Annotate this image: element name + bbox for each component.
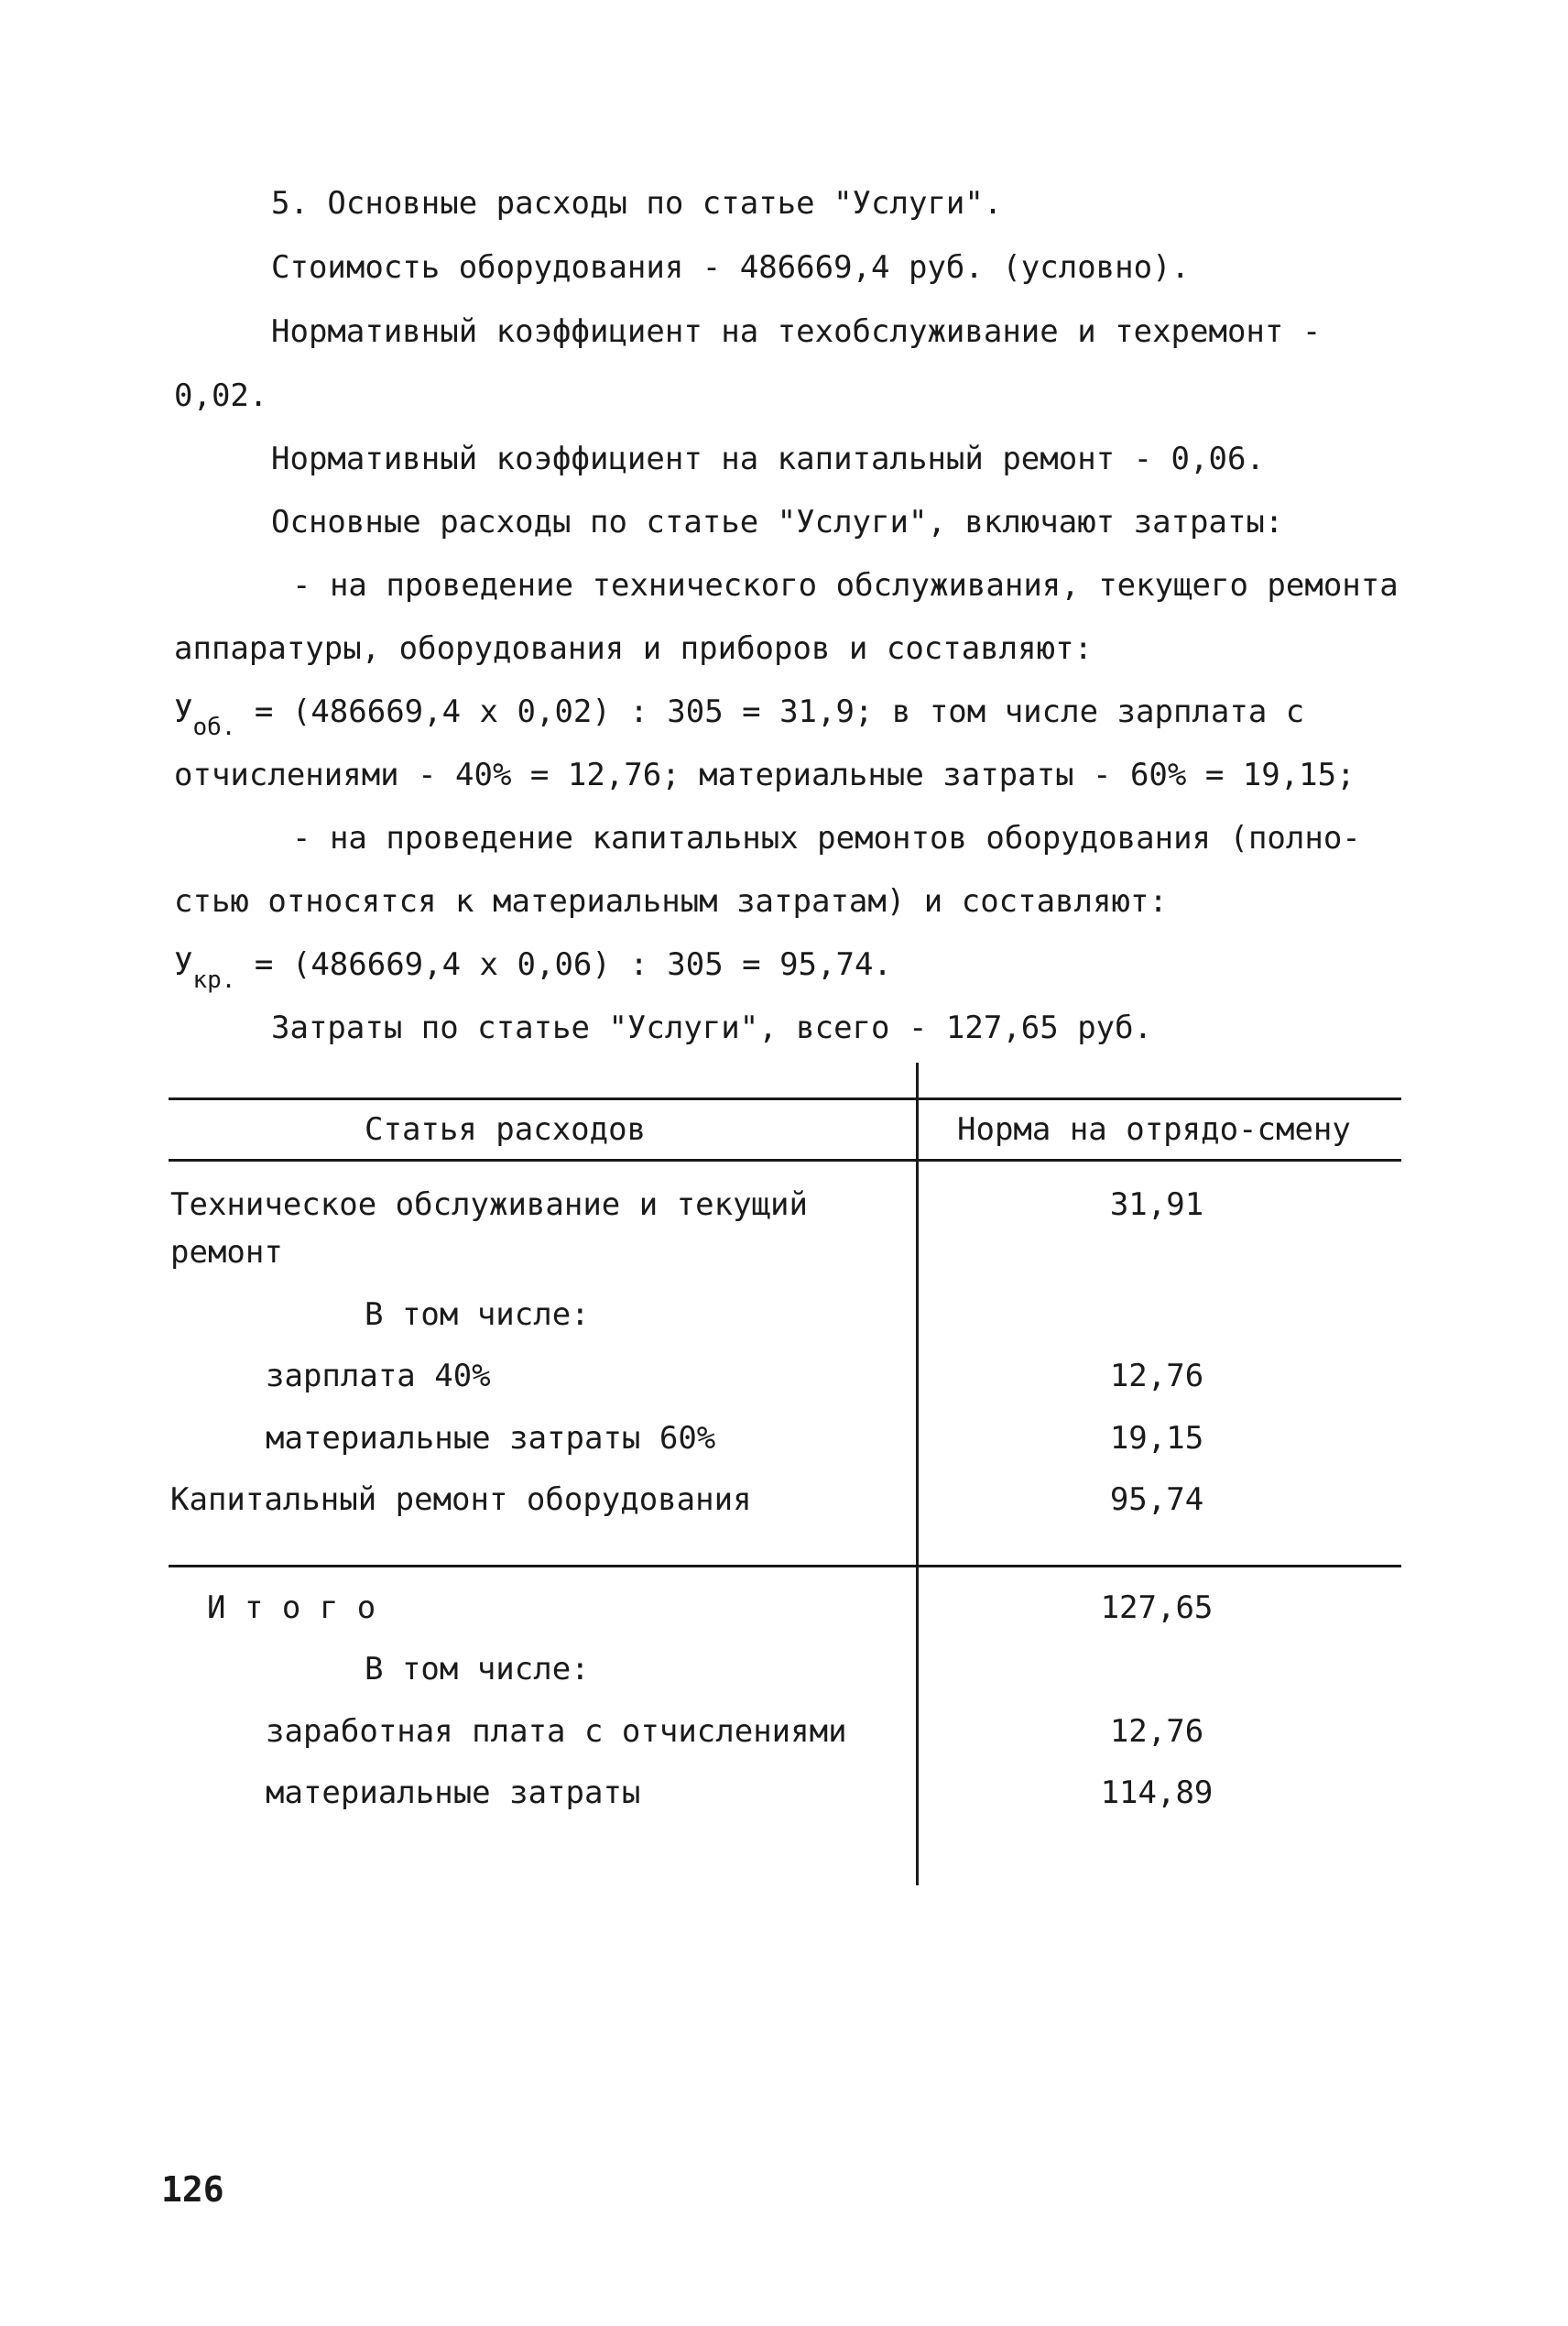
formula1-line2: отчислениями - 40% = 12,76; материальные затраты - 60% = 19,15; — [174, 757, 1356, 793]
table-header-rule — [169, 1159, 1401, 1162]
table-row-label: ремонт — [170, 1234, 283, 1271]
formula1-subscript: об. — [192, 714, 236, 741]
formula1-line1 — [174, 693, 1305, 741]
table-row-label: В том числе: — [365, 1296, 590, 1333]
maintenance-coefficient-line2: 0,02. — [174, 377, 268, 414]
includes-statement: Основные расходы по статье "Услуги", включают затраты: — [271, 504, 1284, 541]
table-header-norm: Норма на отрядо-смену — [957, 1111, 1351, 1148]
maintenance-coefficient-line1: Нормативный коэффициент на техобслуживание и техремонт - — [271, 313, 1322, 350]
table-total-value: 12,76 — [1109, 1713, 1204, 1750]
capital-coefficient: Нормативный коэффициент на капитальный ремонт - 0,06. — [271, 441, 1265, 477]
table-row-value: 19,15 — [1109, 1420, 1204, 1457]
table-row-label: Техническое обслуживание и текущий — [170, 1186, 808, 1223]
page-number: 126 — [161, 2169, 224, 2210]
item1-line2: аппаратуры, оборудования и приборов и составляют: — [174, 630, 1094, 667]
formula1-symbol: У — [174, 693, 193, 730]
table-row-label: зарплата 40% — [266, 1358, 491, 1394]
table-total-rule — [169, 1565, 1401, 1567]
equipment-cost: Стоимость оборудования - 486669,4 руб. (условно). — [271, 249, 1191, 286]
formula2-expression: = (486669,4 х 0,06) : 305 = 95,74. — [235, 946, 892, 983]
table-row-value: 12,76 — [1109, 1358, 1204, 1394]
table-top-rule — [169, 1097, 1401, 1100]
formula1-expression: = (486669,4 х 0,02) : 305 = 31,9; в том числе зарплата с — [235, 693, 1305, 730]
table-row-value: 31,91 — [1109, 1186, 1204, 1223]
table-column-divider — [916, 1063, 919, 1885]
table-total-value: 114,89 — [1100, 1775, 1214, 1811]
item2-line1: - на проведение капитальных ремонтов оборудования (полно- — [292, 820, 1361, 857]
table-total-label: заработная плата с отчислениями — [266, 1713, 847, 1750]
section-heading: 5. Основные расходы по статье "Услуги". — [271, 185, 1003, 222]
table-row-label: материальные затраты 60% — [266, 1420, 716, 1457]
item1-line1: - на проведение технического обслуживания, текущего ремонта — [292, 567, 1399, 604]
table-header-item: Статья расходов — [365, 1111, 647, 1148]
table-row-label: Капитальный ремонт оборудования — [170, 1481, 752, 1518]
formula2-symbol: У — [174, 946, 193, 983]
table-total-value: 127,65 — [1100, 1589, 1214, 1626]
table-total-label: В том числе: — [365, 1651, 590, 1687]
table-total-label: И т о г о — [207, 1589, 376, 1626]
item2-line2: стью относятся к материальным затратам) и составляют: — [174, 883, 1168, 920]
formula2-subscript: кр. — [192, 966, 236, 994]
formula2-line — [174, 946, 892, 994]
total-statement: Затраты по статье "Услуги", всего - 127,65 руб. — [271, 1010, 1153, 1046]
table-total-label: материальные затраты — [266, 1775, 641, 1811]
table-row-value: 95,74 — [1109, 1481, 1204, 1518]
